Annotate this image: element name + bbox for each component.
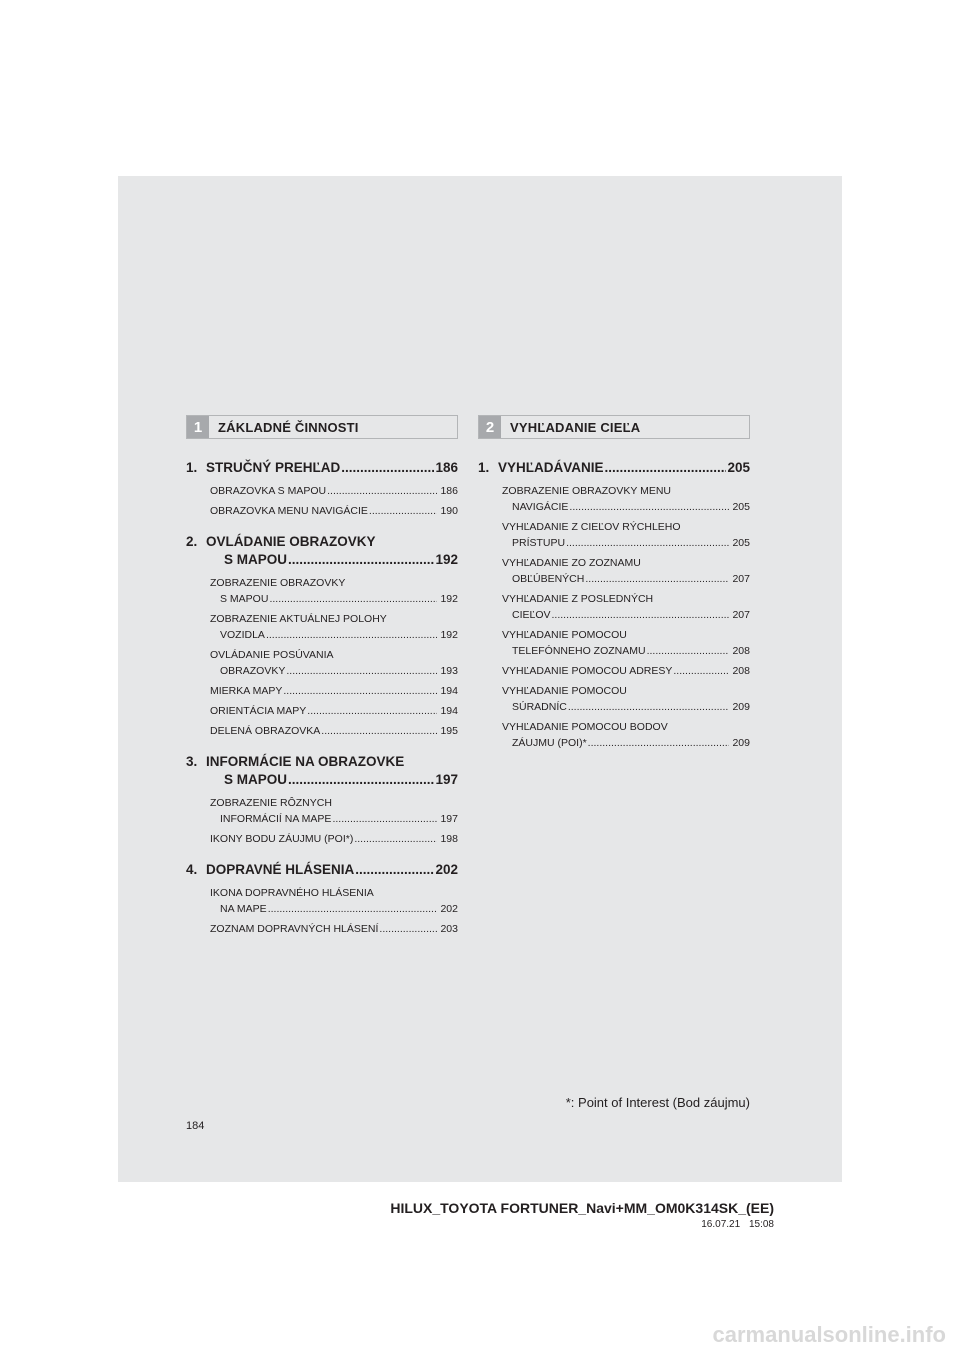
toc-item-text: VYHĽADANIE ZO ZOZNAMU (502, 557, 641, 569)
section-number: 4. (186, 862, 198, 877)
toc-item-page-number: 208 (732, 665, 750, 677)
toc-section (186, 753, 458, 847)
section-items (186, 575, 458, 739)
leader-dots (379, 921, 437, 937)
toc-section (186, 861, 458, 937)
leader-dots (286, 663, 437, 679)
toc-column-right (478, 415, 750, 765)
footnote: *: Point of Interest (Bod záujmu) (565, 1095, 750, 1110)
toc-item (502, 663, 750, 679)
toc-item (502, 719, 750, 751)
toc-item-text: VYHĽADANIE POMOCOU (502, 629, 627, 641)
toc-sections (186, 459, 458, 937)
chapter-number: 1 (187, 416, 209, 438)
toc-item-text: OBRAZOVKA MENU NAVIGÁCIE (210, 505, 368, 517)
toc-item (210, 831, 458, 847)
toc-item (210, 503, 458, 519)
toc-item-page-number: 186 (440, 485, 458, 497)
toc-item-text: OVLÁDANIE POSÚVANIA (210, 649, 334, 661)
document-id: HILUX_TOYOTA FORTUNER_Navi+MM_OM0K314SK_(EE) (390, 1200, 774, 1216)
section-items (186, 795, 458, 847)
toc-item-text: VYHĽADANIE POMOCOU (502, 685, 627, 697)
section-number: 2. (186, 534, 198, 549)
toc-item-page-number: 190 (440, 505, 458, 517)
toc-item-text: ZÁUJMU (POI)* (512, 737, 587, 749)
leader-dots (332, 811, 437, 827)
toc-item-text: IKONY BODU ZÁUJMU (POI*) (210, 833, 354, 845)
toc-item-page-number: 209 (732, 701, 750, 713)
toc-item (210, 921, 458, 937)
page-number: 184 (186, 1120, 205, 1132)
toc-item-page-number: 197 (440, 813, 458, 825)
toc-item-text: OBRAZOVKA S MAPOU (210, 485, 327, 497)
toc-item-text: ZOBRAZENIE RÔZNYCH (210, 797, 332, 809)
toc-item (502, 627, 750, 659)
section-page-number: 205 (727, 460, 750, 475)
toc-item-page-number: 194 (440, 685, 458, 697)
section-title (186, 753, 458, 789)
leader-dots (327, 483, 437, 499)
toc-item-text: SÚRADNÍC (512, 701, 567, 713)
toc-item (502, 519, 750, 551)
document-date: 16.07.21 (701, 1219, 741, 1230)
toc-item-text: VYHĽADANIE Z POSLEDNÝCH (502, 593, 654, 605)
leader-dots (566, 535, 729, 551)
toc-item-text: DELENÁ OBRAZOVKA (210, 725, 321, 737)
toc-item-page-number: 202 (440, 903, 458, 915)
leader-dots (307, 703, 437, 719)
toc-item-page-number: 192 (440, 593, 458, 605)
leader-dots (269, 591, 437, 607)
toc-item-text: TELEFÓNNEHO ZOZNAMU (512, 645, 646, 657)
toc-item-text: ZOBRAZENIE AKTUÁLNEJ POLOHY (210, 613, 387, 625)
section-page-number: 202 (435, 862, 458, 877)
toc-item (210, 611, 458, 643)
toc-item-text: NA MAPE (220, 903, 267, 915)
section-number: 1. (478, 460, 490, 475)
chapter-number: 2 (479, 416, 501, 438)
section-items (186, 885, 458, 937)
toc-item-text: OBĽÚBENÝCH (512, 573, 585, 585)
toc-item (210, 795, 458, 827)
toc-sections (478, 459, 750, 751)
section-page-number: 197 (435, 772, 458, 787)
leader-dots (268, 901, 438, 917)
toc-item-text: INFORMÁCIÍ NA MAPE (220, 813, 332, 825)
toc-item-text: ZOZNAM DOPRAVNÝCH HLÁSENÍ (210, 923, 379, 935)
section-items (478, 483, 750, 751)
toc-item (502, 683, 750, 715)
document-time: 15:08 (748, 1219, 774, 1230)
toc-item-text: NAVIGÁCIE (512, 501, 569, 513)
toc-item-page-number: 193 (440, 665, 458, 677)
section-title-text: VYHĽADÁVANIE (498, 460, 604, 475)
section-page-number: 192 (435, 552, 458, 567)
toc-item (502, 591, 750, 623)
section-number: 1. (186, 460, 198, 475)
toc-item (210, 683, 458, 699)
toc-item-page-number: 194 (440, 705, 458, 717)
section-page-number: 186 (435, 460, 458, 475)
section-items (186, 483, 458, 519)
leader-dots (673, 663, 729, 679)
chapter-title: VYHĽADANIE CIEĽA (510, 419, 641, 435)
toc-section (186, 459, 458, 519)
leader-dots (647, 643, 730, 659)
toc-column-left (186, 415, 458, 951)
section-title-text: OVLÁDANIE OBRAZOVKY (206, 534, 376, 549)
toc-item-text: VOZIDLA (220, 629, 265, 641)
leader-dots (354, 831, 437, 847)
toc-item-text: VYHĽADANIE POMOCOU ADRESY (502, 665, 673, 677)
section-title (186, 533, 458, 569)
toc-item-page-number: 207 (732, 609, 750, 621)
toc-item-page-number: 203 (440, 923, 458, 935)
toc-item-page-number: 192 (440, 629, 458, 641)
chapter-title: ZÁKLADNÉ ČINNOSTI (218, 419, 359, 435)
watermark: carmanualsonline.info (712, 1322, 946, 1347)
toc-item (502, 483, 750, 515)
section-title-text: INFORMÁCIE NA OBRAZOVKE (206, 754, 405, 769)
toc-item (210, 575, 458, 607)
toc-item-page-number: 208 (732, 645, 750, 657)
leader-dots (355, 861, 434, 879)
leader-dots (266, 627, 438, 643)
toc-item-page-number: 205 (732, 537, 750, 549)
section-title-text: STRUČNÝ PREHĽAD (206, 460, 341, 475)
toc-section (478, 459, 750, 751)
section-title (478, 459, 750, 477)
leader-dots (341, 459, 434, 477)
leader-dots (568, 699, 730, 715)
document-timestamp (701, 1219, 774, 1230)
section-title (186, 861, 458, 879)
toc-item-text: OBRAZOVKY (220, 665, 286, 677)
toc-item-page-number: 198 (440, 833, 458, 845)
toc-item-page-number: 209 (732, 737, 750, 749)
toc-item-page-number: 195 (440, 725, 458, 737)
leader-dots (552, 607, 730, 623)
toc-item (210, 703, 458, 719)
leader-dots (288, 551, 434, 569)
toc-item-text: VYHĽADANIE Z CIEĽOV RÝCHLEHO (502, 521, 681, 533)
toc-item-text: MIERKA MAPY (210, 685, 283, 697)
chapter-tab (186, 415, 458, 439)
toc-item-page-number: 207 (732, 573, 750, 585)
toc-item-text: S MAPOU (220, 593, 269, 605)
toc-item-text: CIEĽOV (512, 609, 551, 621)
leader-dots (588, 735, 730, 751)
toc-item-page-number: 205 (732, 501, 750, 513)
toc-item (210, 885, 458, 917)
toc-item (210, 483, 458, 499)
leader-dots (321, 723, 437, 739)
leader-dots (585, 571, 729, 587)
toc-item-text: IKONA DOPRAVNÉHO HLÁSENIA (210, 887, 374, 899)
leader-dots (283, 683, 437, 699)
toc-item-text: ORIENTÁCIA MAPY (210, 705, 307, 717)
toc-item (210, 723, 458, 739)
toc-section (186, 533, 458, 739)
leader-dots (369, 503, 438, 519)
section-title-text: DOPRAVNÉ HLÁSENIA (206, 862, 355, 877)
toc-item-text: ZOBRAZENIE OBRAZOVKY (210, 577, 346, 589)
chapter-tab (478, 415, 750, 439)
section-number: 3. (186, 754, 198, 769)
section-title-text: S MAPOU (224, 772, 288, 787)
toc-item (502, 555, 750, 587)
toc-item-text: VYHĽADANIE POMOCOU BODOV (502, 721, 668, 733)
leader-dots (605, 459, 727, 477)
toc-item (210, 647, 458, 679)
section-title (186, 459, 458, 477)
section-title-text: S MAPOU (224, 552, 288, 567)
toc-item-text: PRÍSTUPU (512, 537, 566, 549)
leader-dots (288, 771, 434, 789)
toc-item-text: ZOBRAZENIE OBRAZOVKY MENU (502, 485, 671, 497)
leader-dots (569, 499, 729, 515)
